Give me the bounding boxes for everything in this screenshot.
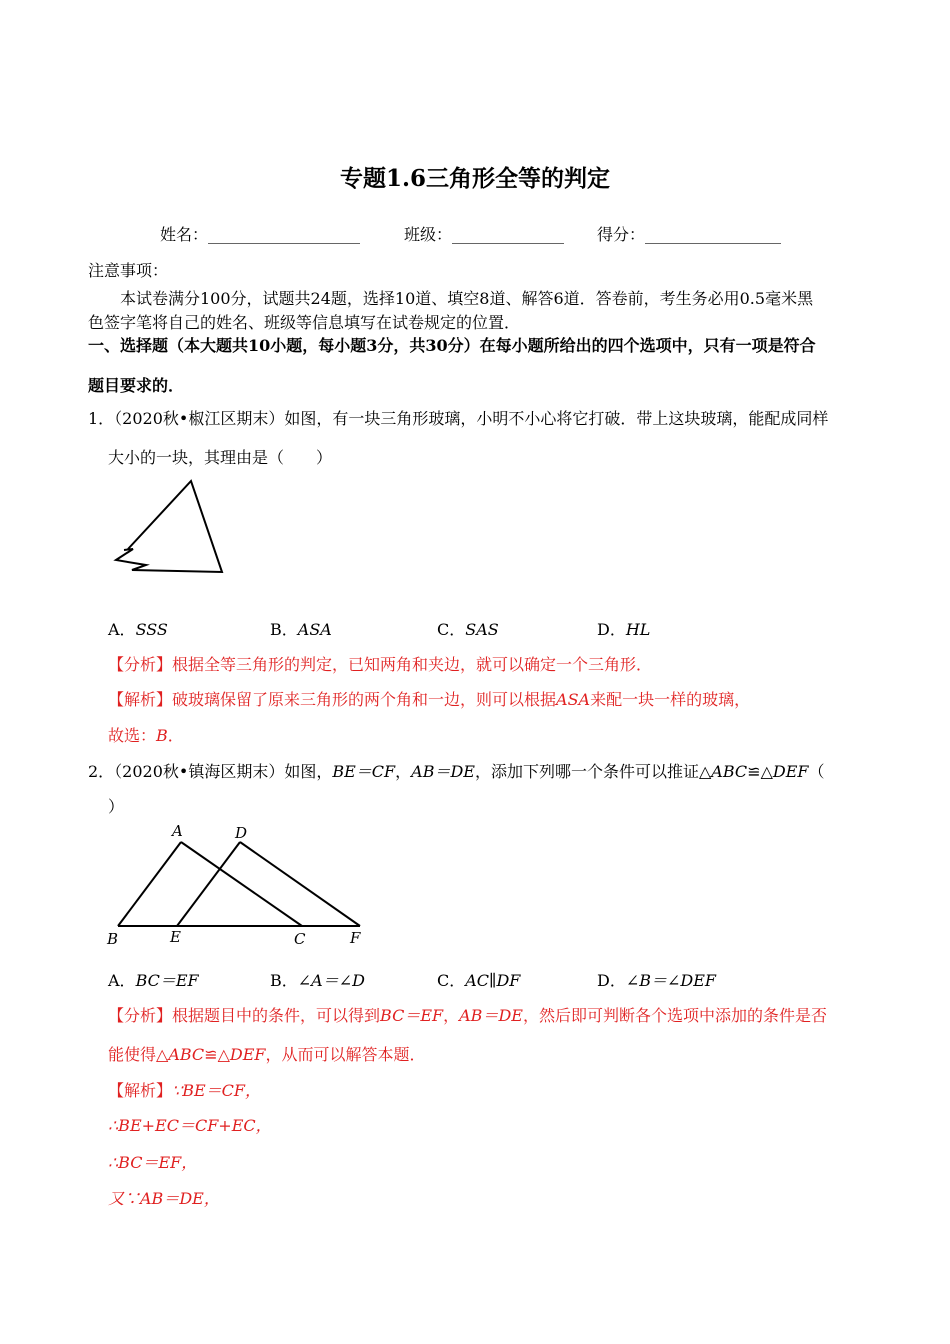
line-ac bbox=[181, 842, 302, 926]
class-field: 班级：______________ bbox=[404, 225, 565, 244]
q1-analysis: 【分析】根据全等三角形的判定，已知两角和夹边，就可以确定一个三角形． bbox=[108, 655, 653, 674]
name-field: 姓名：___________________ bbox=[160, 225, 361, 244]
q2-option-c: C．AC∥DF bbox=[437, 971, 521, 990]
q1-stem-1: 1．（2020秋•椒江区期末）如图，有一块三角形玻璃，小明不小心将它打破．带上这块玻璃，能配成同样 bbox=[88, 409, 829, 428]
q2-solution-3: ∴BC＝EF， bbox=[108, 1153, 198, 1172]
page-title: 专题1.6三角形全等的判定 bbox=[339, 165, 610, 192]
q1-answer: 故选：B． bbox=[108, 726, 184, 745]
q1-option-a: A．SSS bbox=[108, 620, 168, 639]
notice-line-2: 色签字笔将自己的姓名、班级等信息填写在试卷规定的位置． bbox=[88, 313, 521, 332]
label-c: C bbox=[294, 930, 306, 948]
q1-solution: 【解析】破玻璃保留了原来三角形的两个角和一边，则可以根据ASA来配一块一样的玻璃， bbox=[108, 690, 751, 709]
notice-heading: 注意事项： bbox=[88, 261, 169, 280]
line-df bbox=[240, 842, 360, 926]
line-ba bbox=[118, 842, 181, 926]
label-a: A bbox=[172, 822, 183, 840]
line-ed bbox=[177, 842, 240, 926]
q2-option-a: A．BC＝EF bbox=[108, 971, 199, 990]
label-f: F bbox=[350, 929, 361, 947]
score-field: 得分：_________________ bbox=[597, 225, 782, 244]
q2-solution-4: 又∵AB＝DE， bbox=[108, 1189, 220, 1208]
q2-option-d: D．∠B＝∠DEF bbox=[597, 971, 717, 990]
q1-option-d: D．HL bbox=[597, 620, 651, 639]
q1-option-c: C．SAS bbox=[437, 620, 499, 639]
section-heading-2: 题目要求的． bbox=[88, 376, 185, 395]
q2-stem-1: 2．（2020秋•镇海区期末）如图，BE＝CF，AB＝DE，添加下列哪一个条件可以推证△ABC≌△DEF（ bbox=[88, 762, 825, 781]
label-d: D bbox=[235, 824, 248, 842]
q2-analysis-2: 能使得△ABC≌△DEF，从而可以解答本题． bbox=[108, 1045, 426, 1064]
q2-stem-2: ） bbox=[108, 797, 125, 816]
q1-stem-2: 大小的一块，其理由是（ ） bbox=[108, 448, 333, 467]
section-heading-1: 一、选择题（本大题共10小题，每小题3分，共30分）在每小题所给出的四个选项中，只有一项是符合 bbox=[88, 336, 816, 355]
q1-option-b: B．ASA bbox=[270, 620, 332, 639]
q2-analysis-1: 【分析】根据题目中的条件，可以得到BC＝EF，AB＝DE，然后即可判断各个选项中添加的条件是否 bbox=[108, 1006, 827, 1025]
q2-option-b: B．∠A＝∠D bbox=[270, 971, 365, 990]
label-b: B bbox=[107, 930, 119, 948]
label-e: E bbox=[170, 928, 181, 946]
q2-solution-2: ∴BE+EC＝CF+EC， bbox=[108, 1116, 272, 1135]
q2-solution-1: 【解析】∵BE＝CF， bbox=[108, 1081, 261, 1100]
notice-line-1: 本试卷满分100分，试题共24题，选择10道、填空8道、解答6道．答卷前，考生务必用0.5毫米黑 bbox=[120, 289, 814, 308]
